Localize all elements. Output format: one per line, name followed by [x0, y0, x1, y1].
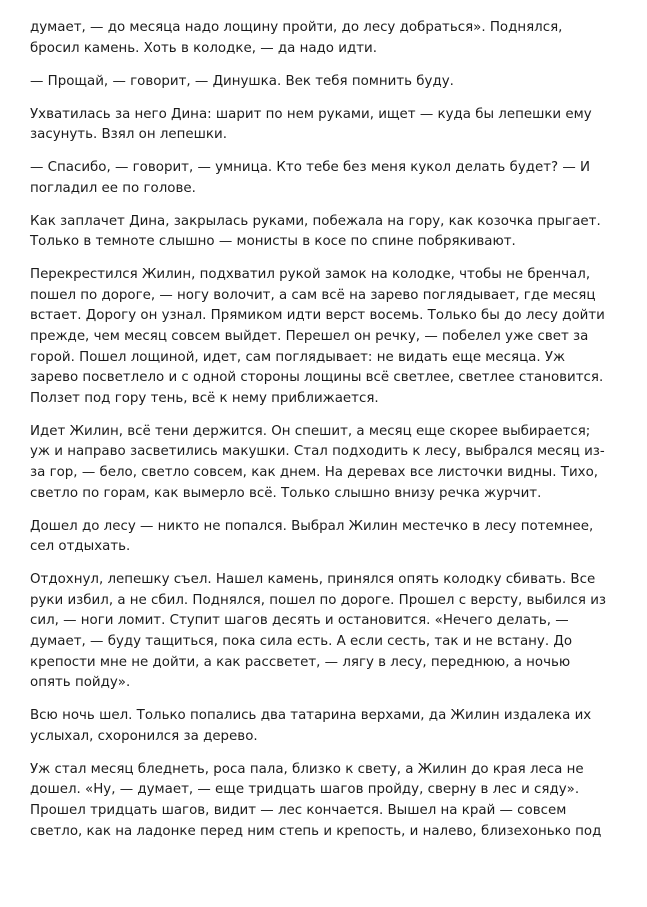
paragraph: Перекрестился Жилин, подхватил рукой замок на колодке, чтобы не бренчал, пошел по дороге, — ногу волочит, а сам всё на зарево поглядывает, где месяц встает. Дорогу он узнал. Прямиком идти верст восемь. Только бы до лесу дойти прежде, чем месяц совсем выйдет. Перешел он речку, — побелел уже свет за горой. Пошел лощиной, идет, сам поглядывает: не видать еще месяца. Уж зарево посветлело и с одной стороны лощины всё светлее, светлее становится. Ползет под гору тень, всё к нему приближается. — [30, 267, 605, 406]
paragraph: думает, — до месяца надо лощину пройти, до лесу добраться». Поднялся, бросил камень. Хоть в колодке, — да надо идти. — [30, 20, 563, 56]
paragraph: Ухватилась за него Дина: шарит по нем руками, ищет — куда бы лепешки ему засунуть. Взял он лепешки. — [30, 106, 592, 143]
paragraph: — Прощай, — говорит, — Динушка. Век тебя помнить буду. — [30, 73, 454, 89]
paragraph: Уж стал месяц бледнеть, роса пала, близко к свету, а Жилин до края леса не дошел. «Ну, — думает, — еще тридцать шагов пройду, сверну в лес и сяду». Прошел тридцать шагов, видит — лес кончается. Вышел на край — совсем светло, как на ладонке перед ним степь и крепость, и налево, близехонько под — [30, 761, 602, 839]
paragraph: — Спасибо, — говорит, — умница. Кто тебе без меня кукол делать будет? — И погладил ее по голове. — [30, 160, 591, 196]
paragraph: Дошел до лесу — никто не попался. Выбрал Жилин местечко в лесу потемнее, сел отдыхать. — [30, 518, 594, 555]
document-page — [30, 18, 608, 842]
paragraph: Идет Жилин, всё тени держится. Он спешит, а месяц еще скорее выбирается; уж и направо засветились макушки. Стал подходить к лесу, выбрался месяц из-за гор, — бело, светло совсем, как днем. На деревах все листочки видны. Тихо, светло по горам, как вымерло всё. Только слышно внизу речка журчит. — [30, 423, 605, 501]
paragraph: Как заплачет Дина, закрылась руками, побежала на гору, как козочка прыгает. Только в темноте слышно — монисты в косе по спине побрякивают. — [30, 213, 601, 250]
paragraph: Всю ночь шел. Только попались два татарина верхами, да Жилин издалека их услыхал, схоронился за дерево. — [30, 708, 592, 744]
paragraph: Отдохнул, лепешку съел. Нашел камень, принялся опять колодку сбивать. Все руки избил, а не сбил. Поднялся, пошел по дороге. Прошел с версту, выбился из сил, — ноги ломит. Ступит шагов десять и остановится. «Нечего делать, — думает, — буду тащиться, пока сила есть. А если сесть, так и не встану. До крепости мне не дойти, а как рассветет, — лягу в лесу, переднюю, а ночью опять пойду». — [30, 572, 607, 691]
